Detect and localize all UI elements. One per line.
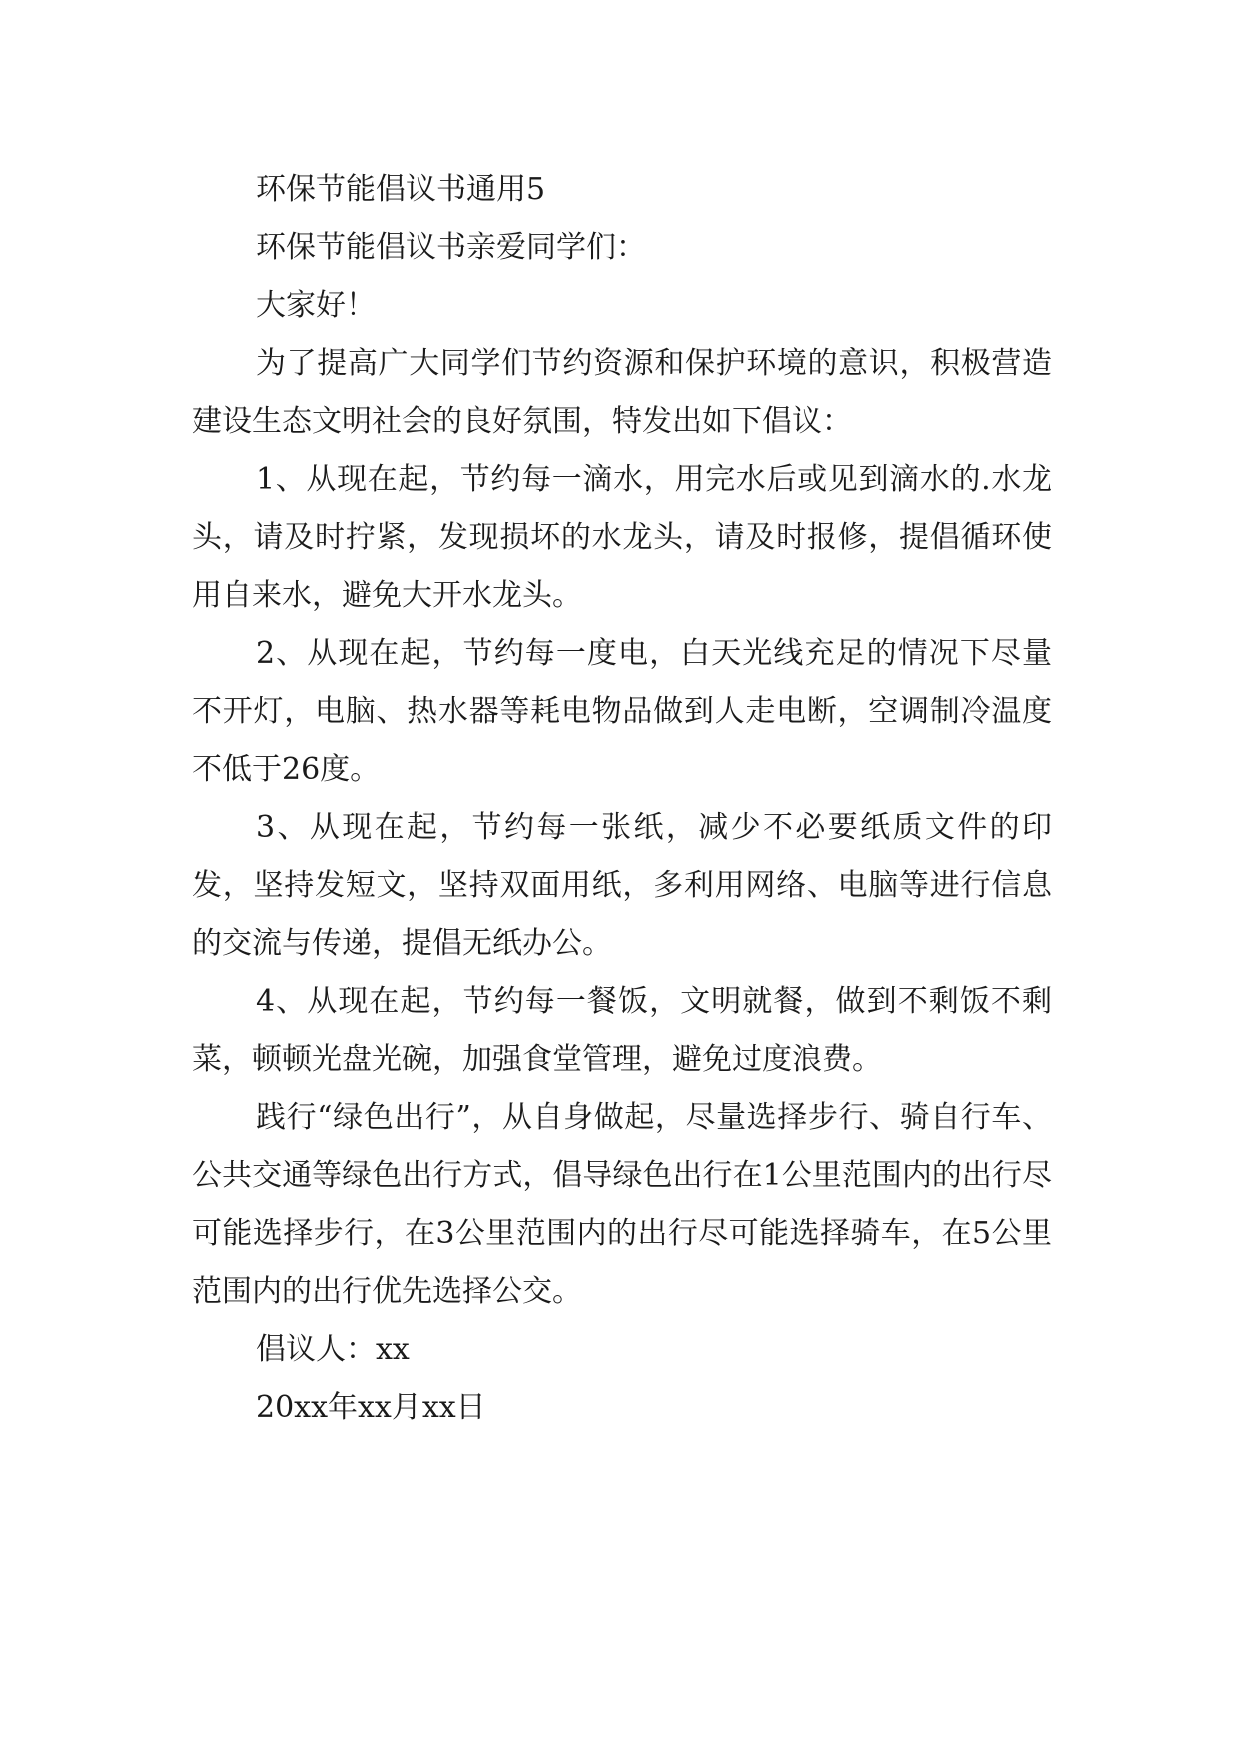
document-body — [192, 161, 1052, 1437]
proposal-item-2: 2、从现在起，节约每一度电，白天光线充足的情况下尽量不开灯，电脑、热水器等耗电物品做到人走电断，空调制冷温度不低于26度。 — [192, 636, 1052, 787]
green-travel-paragraph: 践行“绿色出行”，从自身做起，尽量选择步行、骑自行车、公共交通等绿色出行方式，倡导绿色出行在1公里范围内的出行尽可能选择步行，在3公里范围内的出行尽可能选择骑车，在5公里范围内的出行优先选择公交。 — [192, 1100, 1052, 1309]
proposal-item-4: 4、从现在起，节约每一餐饭，文明就餐，做到不剩饭不剩菜，顿顿光盘光碗，加强食堂管理，避免过度浪费。 — [192, 984, 1052, 1077]
proposal-item-1: 1、从现在起，节约每一滴水，用完水后或见到滴水的.水龙头，请及时拧紧，发现损坏的水龙头，请及时报修，提倡循环使用自来水，避免大开水龙头。 — [192, 462, 1052, 613]
salutation: 环保节能倡议书亲爱同学们： — [256, 230, 646, 265]
greeting: 大家好！ — [256, 288, 376, 323]
date: 20xx年xx月xx日 — [256, 1390, 486, 1425]
intro-paragraph: 为了提高广大同学们节约资源和保护环境的意识，积极营造建设生态文明社会的良好氛围，特发出如下倡议： — [192, 346, 1052, 439]
document-title: 环保节能倡议书通用5 — [256, 172, 546, 207]
proposal-item-3: 3、从现在起，节约每一张纸，减少不必要纸质文件的印发，坚持发短文，坚持双面用纸，多利用网络、电脑等进行信息的交流与传递，提倡无纸办公。 — [192, 810, 1052, 961]
signer: 倡议人：xx — [256, 1332, 410, 1367]
